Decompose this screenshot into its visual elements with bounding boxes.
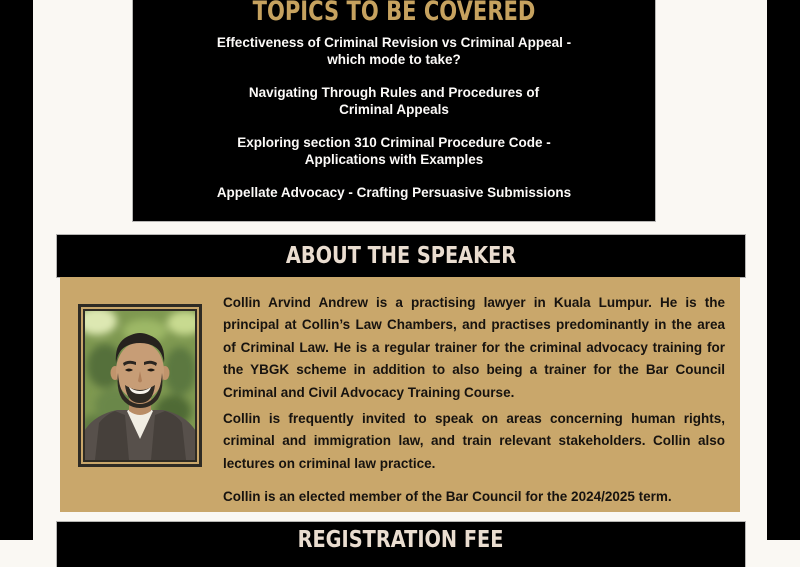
topic-item-section-310: [133, 135, 655, 168]
topic-line: Navigating Through Rules and Procedures of: [248, 85, 540, 100]
topic-line: which mode to take?: [327, 51, 461, 67]
topics-title: TOPICS TO BE COVERED: [252, 0, 536, 27]
speaker-photo: [83, 309, 197, 462]
right-black-border: [767, 0, 800, 540]
registration-fee-title: REGISTRATION FEE: [298, 527, 504, 553]
speaker-paragraph-3: Collin is an elected member of the Bar Council for the 2024/2025 term.: [223, 489, 672, 505]
left-black-border: [0, 0, 33, 540]
topic-item-revision-vs-appeal: [133, 35, 655, 68]
registration-fee-header: [57, 522, 745, 567]
topic-line: Appellate Advocacy - Crafting Persuasive Submissions: [216, 185, 572, 200]
about-speaker-header: [57, 235, 745, 277]
topic-item-rules-procedures: [133, 85, 655, 118]
topic-line: Effectiveness of Criminal Revision vs Criminal Appeal -: [216, 35, 572, 50]
topics-section: [133, 0, 655, 221]
speaker-photo-frame: [78, 304, 202, 467]
about-speaker-title: ABOUT THE SPEAKER: [285, 243, 517, 269]
speaker-paragraph-1: Collin Arvind Andrew is a practising lawyer in Kuala Lumpur. He is the principal at Collin’s Law Chambers, and practises predominantly in the area of Criminal Law. He is a regular trainer for the criminal advocacy training for the YBGK scheme in addition to also being a trainer for the Bar Council Criminal and Civil Advocacy Training Course.: [223, 295, 725, 400]
speaker-bio-panel: [60, 277, 740, 512]
topic-line: Exploring section 310 Criminal Procedure Code -: [237, 135, 551, 150]
topic-line: Criminal Appeals: [339, 101, 449, 117]
speaker-bio-text: [223, 292, 725, 509]
topic-item-appellate-advocacy: [133, 185, 655, 202]
speaker-paragraph-2: Collin is frequently invited to speak on areas concerning human rights, criminal and immigration law, and train relevant stakeholders. Collin also lectures on criminal law practice.: [223, 411, 725, 471]
topic-line: Applications with Examples: [304, 151, 484, 167]
